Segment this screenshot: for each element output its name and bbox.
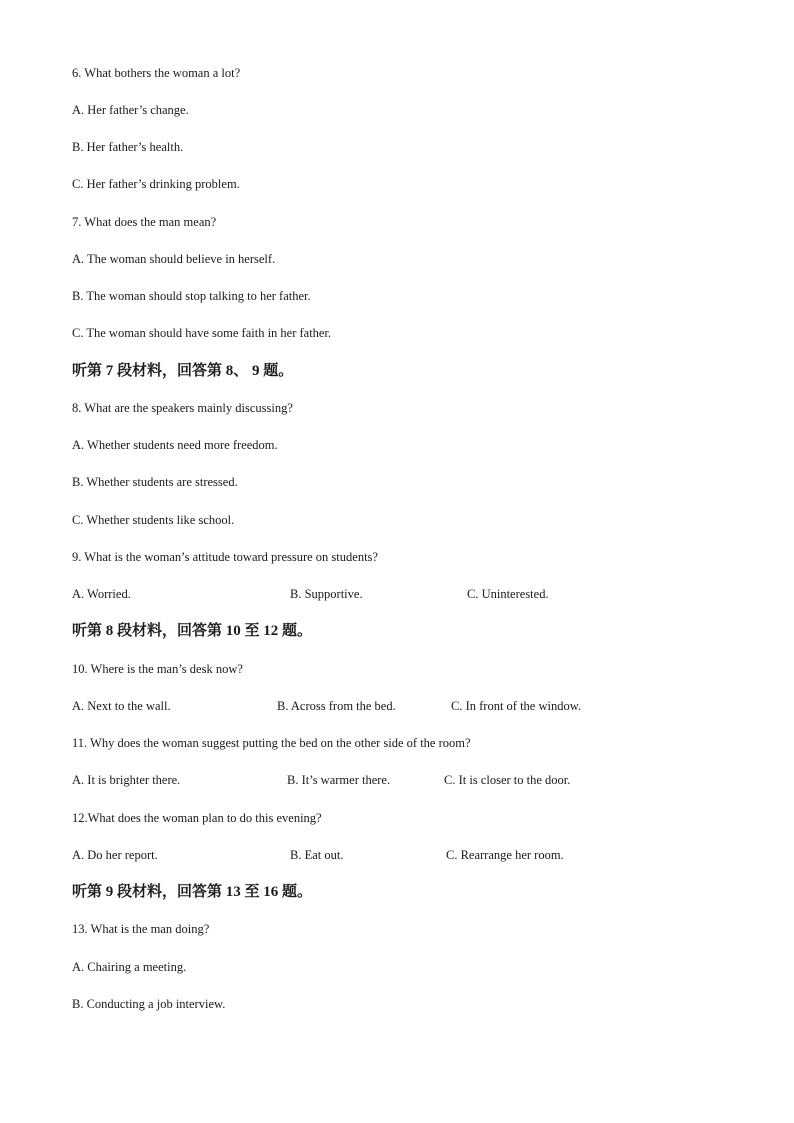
q11-stem: 11. Why does the woman suggest putting the bed on the other side of the room? [72, 736, 471, 750]
q6-stem: 6. What bothers the woman a lot? [72, 66, 241, 80]
q11-option-c: C. It is closer to the door. [444, 773, 571, 787]
q12-option-a: A. Do her report. [72, 848, 158, 862]
section-8-heading: 听第 8 段材料，回答第 10 至 12 题。 [72, 623, 313, 639]
q6-option-a: A. Her father’s change. [72, 103, 189, 117]
q8-option-b: B. Whether students are stressed. [72, 475, 238, 489]
q13-option-b: B. Conducting a job interview. [72, 997, 226, 1011]
q10-option-c: C. In front of the window. [451, 699, 582, 713]
q13-stem: 13. What is the man doing? [72, 922, 210, 936]
section-9-heading: 听第 9 段材料，回答第 13 至 16 题。 [72, 884, 313, 900]
q10-option-a: A. Next to the wall. [72, 699, 171, 713]
q12-option-b: B. Eat out. [290, 848, 344, 862]
q9-option-a: A. Worried. [72, 587, 131, 601]
q12-option-c: C. Rearrange her room. [446, 848, 564, 862]
q9-option-b: B. Supportive. [290, 587, 363, 601]
q8-stem: 8. What are the speakers mainly discussing? [72, 401, 293, 415]
q10-option-b: B. Across from the bed. [277, 699, 396, 713]
q9-option-c: C. Uninterested. [467, 587, 549, 601]
q11-option-a: A. It is brighter there. [72, 773, 181, 787]
q7-option-b: B. The woman should stop talking to her father. [72, 289, 311, 303]
q9-stem: 9. What is the woman’s attitude toward pressure on students? [72, 550, 378, 564]
q12-stem: 12.What does the woman plan to do this evening? [72, 811, 322, 825]
q10-stem: 10. Where is the man’s desk now? [72, 662, 243, 676]
section-7-heading: 听第 7 段材料，回答第 8、 9 题。 [72, 363, 294, 379]
q7-option-a: A. The woman should believe in herself. [72, 252, 276, 266]
q11-option-b: B. It’s warmer there. [287, 773, 391, 787]
q6-option-b: B. Her father’s health. [72, 140, 184, 154]
q7-option-c: C. The woman should have some faith in her father. [72, 326, 332, 340]
q8-option-a: A. Whether students need more freedom. [72, 438, 278, 452]
q8-option-c: C. Whether students like school. [72, 513, 235, 527]
q7-stem: 7. What does the man mean? [72, 215, 217, 229]
q13-option-a: A. Chairing a meeting. [72, 960, 187, 974]
q6-option-c: C. Her father’s drinking problem. [72, 177, 240, 191]
